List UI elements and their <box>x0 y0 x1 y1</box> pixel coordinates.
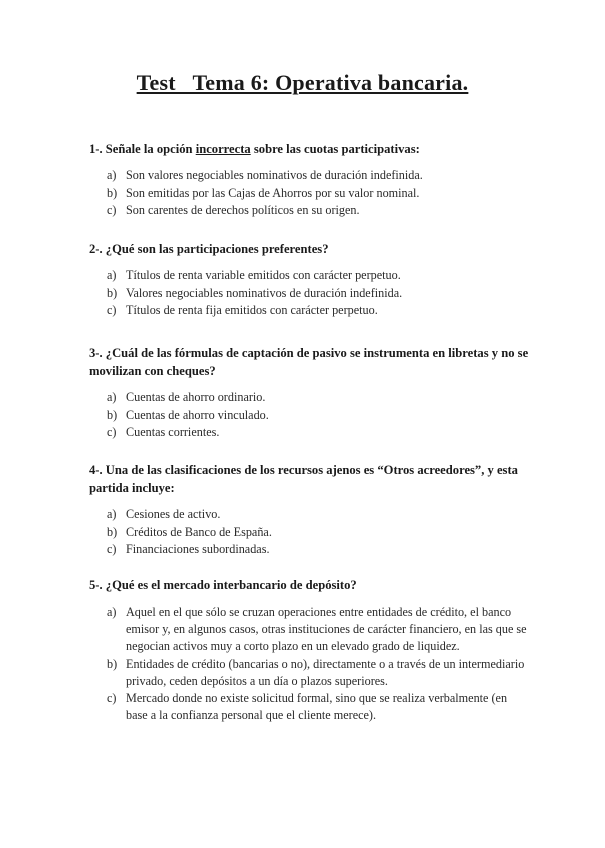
option-letter: c) <box>107 203 117 217</box>
option-letter: c) <box>107 691 117 705</box>
answer-option <box>89 185 529 203</box>
option-text: Son carentes de derechos políticos en su origen. <box>126 203 360 217</box>
answer-options <box>89 506 529 559</box>
option-letter: c) <box>107 425 117 439</box>
question-text: 4-. Una de las clasificaciones de los recursos ajenos es “Otros acreedores”, y esta partida incluye: <box>89 463 518 495</box>
option-letter: a) <box>107 507 117 521</box>
option-letter: b) <box>107 524 118 539</box>
answer-option <box>89 690 529 724</box>
answer-options <box>89 267 529 320</box>
question-5 <box>89 576 529 725</box>
option-letter: b) <box>107 656 118 671</box>
page-title: Test Tema 6: Operativa bancaria. <box>136 70 469 95</box>
answer-option <box>89 656 529 690</box>
option-text: Aquel en el que sólo se cruzan operaciones entre entidades de crédito, el banco emisor y, en algunos casos, otras instituciones de carácter financiero, en las que se negocian activos muy a corto plazo en un elevado grado de liquidez. <box>126 605 527 653</box>
question-suffix: sobre las cuotas participativas: <box>250 142 420 156</box>
question-1 <box>89 140 529 220</box>
option-text: Mercado donde no existe solicitud formal, sino que se realiza verbalmente (en base a la confianza personal que el cliente merece). <box>126 691 508 722</box>
option-text: Valores negociables nominativos de duración indefinida. <box>126 285 403 300</box>
option-letter: a) <box>107 605 117 619</box>
question-4 <box>89 461 529 559</box>
option-text: Cuentas corrientes. <box>126 425 220 439</box>
option-text: Son emitidas por las Cajas de Ahorros por su valor nominal. <box>126 185 420 200</box>
answer-option <box>89 424 529 442</box>
option-letter: b) <box>107 407 118 422</box>
answer-option <box>89 524 529 542</box>
answer-options <box>89 389 529 442</box>
option-letter: a) <box>107 168 117 182</box>
option-text: Financiaciones subordinadas. <box>126 542 270 556</box>
question-text <box>89 140 529 158</box>
option-text: Cesiones de activo. <box>126 507 221 521</box>
question-2 <box>89 240 529 320</box>
answer-option <box>89 541 529 559</box>
option-letter: b) <box>107 285 118 300</box>
answer-options <box>89 167 529 220</box>
answer-option <box>89 407 529 425</box>
answer-options <box>89 604 529 724</box>
question-prefix: 1-. Señale la opción <box>89 142 196 156</box>
answer-option <box>89 302 529 320</box>
answer-option <box>89 267 529 285</box>
answer-option <box>89 604 529 655</box>
question-3 <box>89 344 529 442</box>
option-text: Títulos de renta fija emitidos con carácter perpetuo. <box>126 303 378 317</box>
question-text: 3-. ¿Cuál de las fórmulas de captación de pasivo se instrumenta en libretas y no se movilizan con cheques? <box>89 346 529 378</box>
option-letter: b) <box>107 185 118 200</box>
answer-option <box>89 285 529 303</box>
option-text: Cuentas de ahorro vinculado. <box>126 407 269 422</box>
answer-option <box>89 506 529 524</box>
option-text: Entidades de crédito (bancarias o no), directamente o a través de un intermediario privado, ceden depósitos a un día o plazos superiores. <box>126 656 525 688</box>
answer-option <box>89 389 529 407</box>
option-text: Créditos de Banco de España. <box>126 524 272 539</box>
option-letter: a) <box>107 268 117 282</box>
option-text: Cuentas de ahorro ordinario. <box>126 390 266 404</box>
question-text: 2-. ¿Qué son las participaciones preferentes? <box>89 242 329 256</box>
option-letter: c) <box>107 542 117 556</box>
option-text: Son valores negociables nominativos de duración indefinida. <box>126 168 423 182</box>
option-text: Títulos de renta variable emitidos con carácter perpetuo. <box>126 268 401 282</box>
question-text: 5-. ¿Qué es el mercado interbancario de depósito? <box>89 578 357 592</box>
answer-option <box>89 202 529 220</box>
option-letter: c) <box>107 303 117 317</box>
question-emphasis: incorrecta <box>195 142 251 156</box>
answer-option <box>89 167 529 185</box>
option-letter: a) <box>107 390 117 404</box>
